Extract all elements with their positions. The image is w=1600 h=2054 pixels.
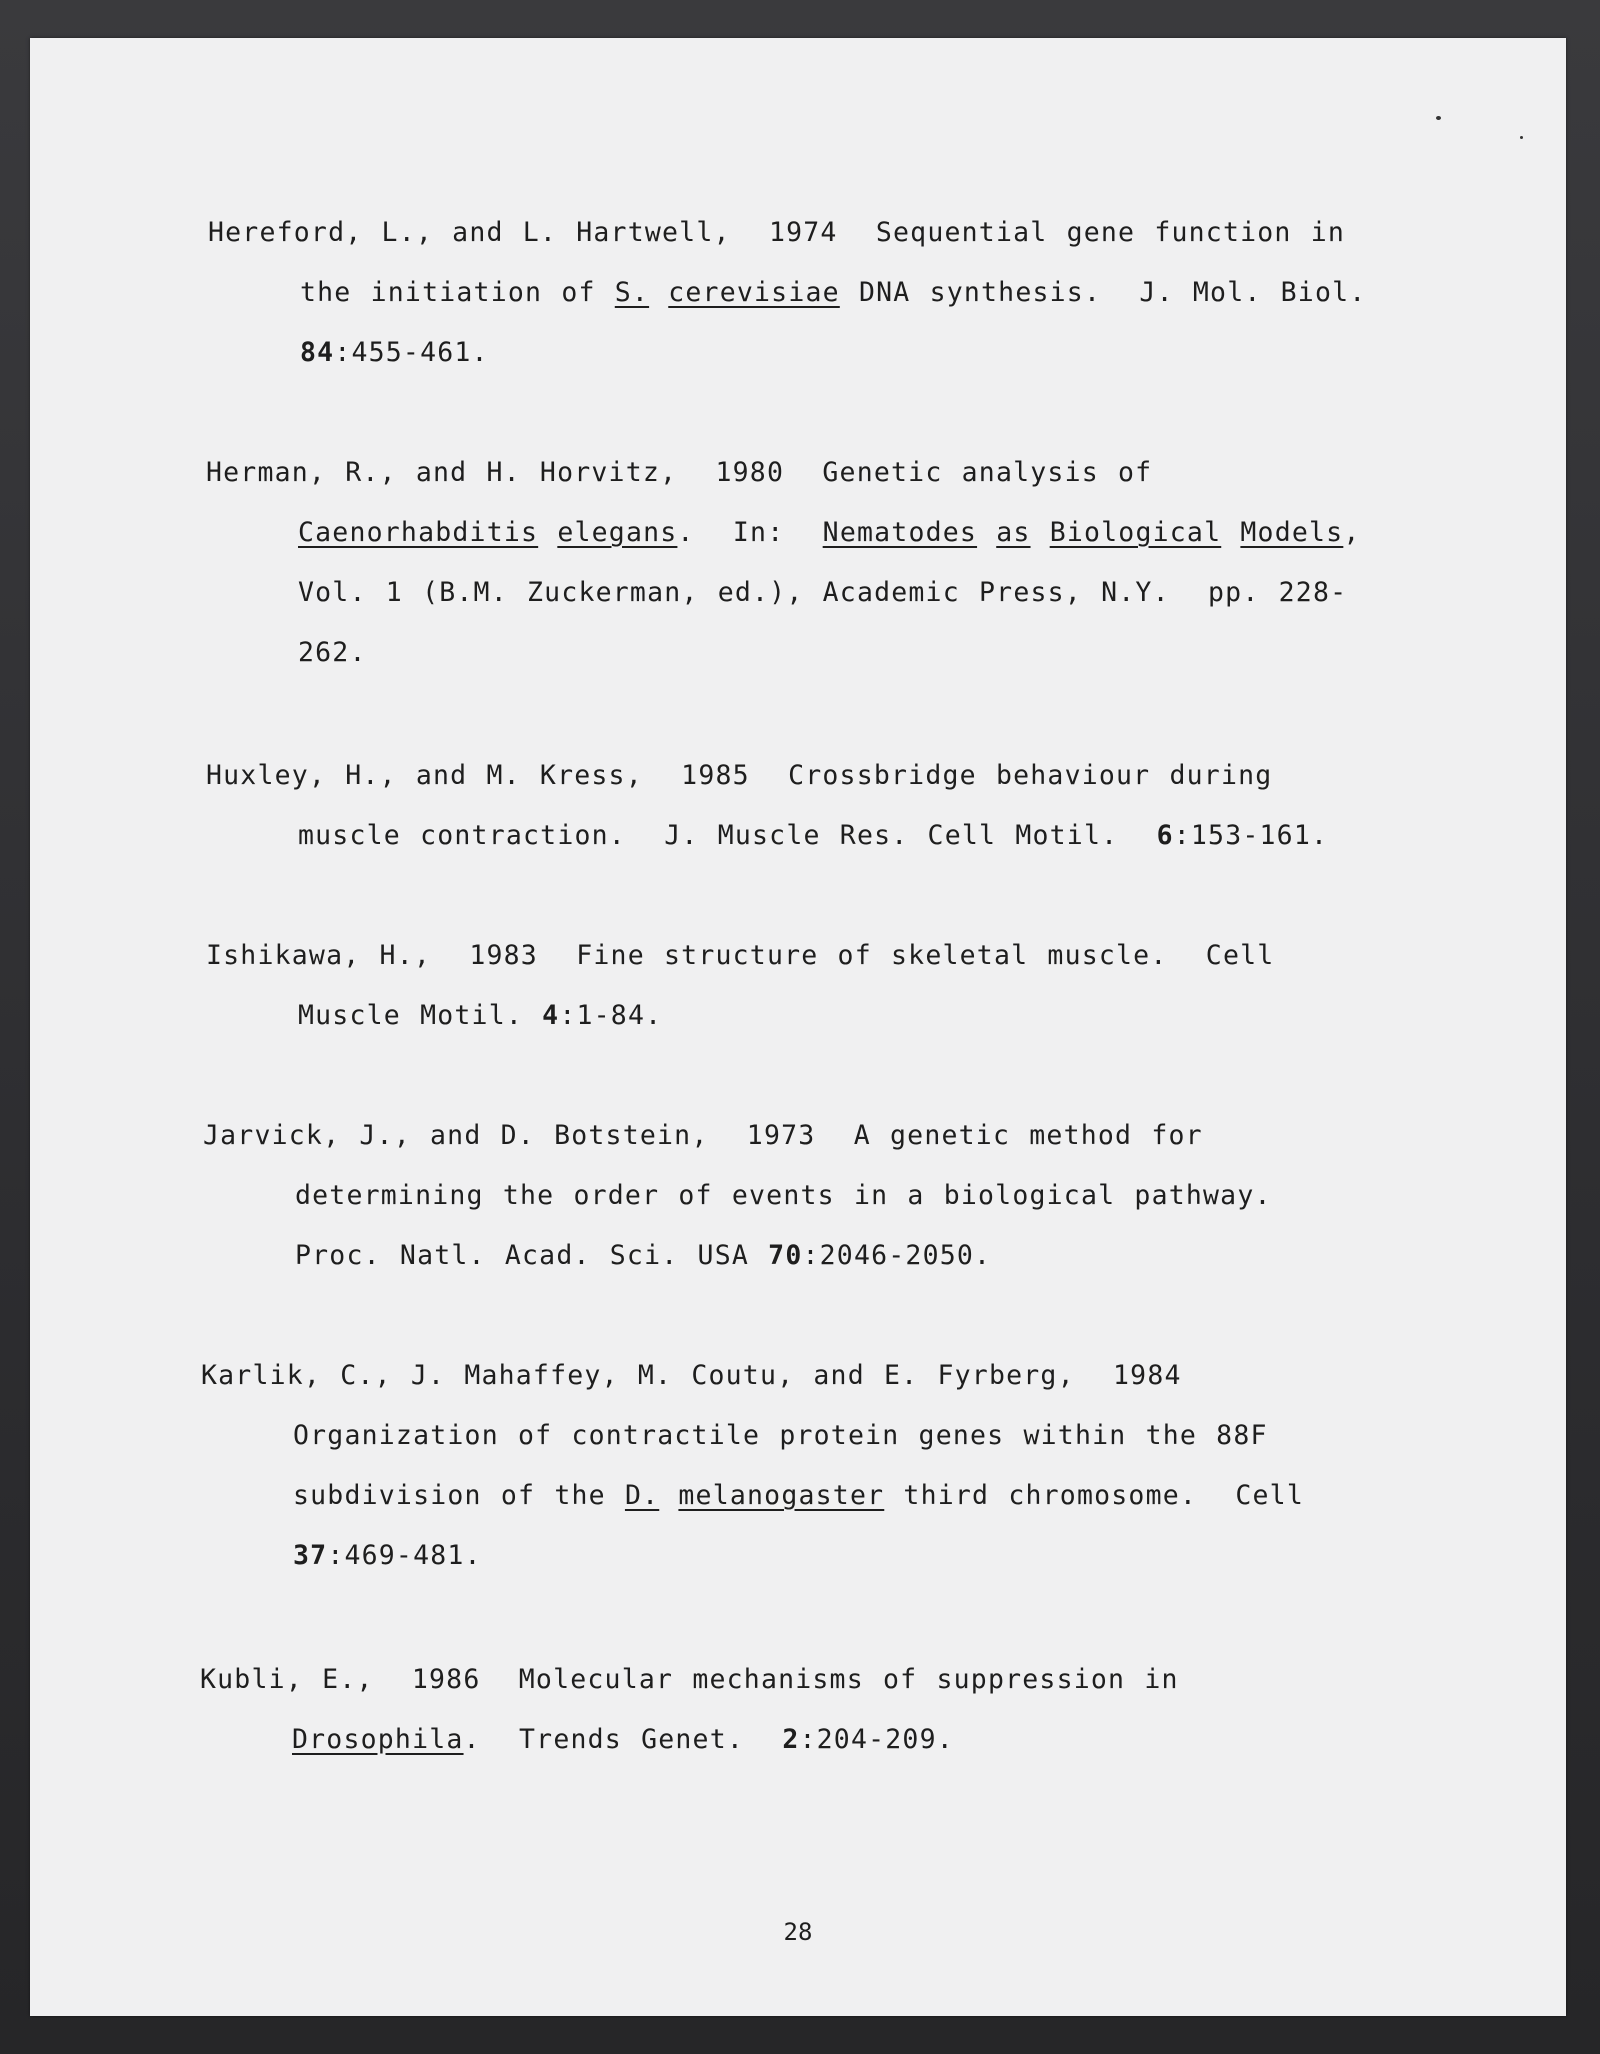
reference-text: Ishikawa, H., 1983 Fine structure of skeletal muscle. Cell: [206, 940, 1275, 971]
underlined-text: S.: [614, 277, 650, 308]
reference-line: [206, 503, 1360, 563]
reference-line: [200, 1650, 1179, 1710]
volume-number: 37: [293, 1540, 328, 1571]
reference-line: [206, 806, 1328, 866]
reference-text: Karlik, C., J. Mahaffey, M. Coutu, and E. Fyrberg, 1984: [201, 1360, 1182, 1391]
page-number: 28: [783, 1918, 813, 1946]
reference-entry: [206, 926, 1274, 1046]
underlined-text: elegans: [557, 517, 678, 548]
reference-text: [649, 277, 668, 308]
reference-text: Muscle Motil.: [298, 1000, 543, 1031]
reference-line: [208, 263, 1366, 323]
reference-text: [1221, 517, 1240, 548]
reference-text: Hereford, L., and L. Hartwell, 1974 Sequential gene function in: [208, 217, 1346, 248]
reference-line: [201, 1406, 1304, 1466]
underlined-text: cerevisiae: [668, 277, 840, 308]
reference-text: [977, 517, 996, 548]
reference-text: the initiation of: [300, 277, 615, 308]
reference-text: [538, 517, 557, 548]
reference-line: [203, 1106, 1272, 1166]
reference-entry: [206, 746, 1328, 866]
reference-entry: [200, 1650, 1179, 1770]
reference-text: 262.: [298, 637, 367, 668]
reference-text: Vol. 1 (B.M. Zuckerman, ed.), Academic Press, N.Y. pp. 228-: [298, 577, 1348, 608]
reference-entry: [208, 203, 1366, 383]
reference-text: [1031, 517, 1050, 548]
reference-line: [201, 1346, 1304, 1406]
underlined-text: Caenorhabditis: [298, 517, 539, 548]
volume-number: 70: [768, 1240, 803, 1271]
reference-entry: [201, 1346, 1304, 1586]
paper-speck: [1520, 136, 1523, 139]
reference-text: :455-461.: [334, 337, 489, 368]
paper-speck: [1436, 116, 1441, 120]
reference-text: :204-209.: [799, 1724, 954, 1755]
reference-text: DNA synthesis. J. Mol. Biol.: [839, 277, 1367, 308]
reference-text: ,: [1343, 517, 1361, 548]
underlined-text: Biological: [1049, 517, 1222, 548]
reference-line: [201, 1466, 1304, 1526]
reference-line: [203, 1226, 1272, 1286]
reference-text: Proc. Natl. Acad. Sci. USA: [295, 1240, 769, 1271]
reference-text: :2046-2050.: [802, 1240, 992, 1271]
reference-line: [206, 443, 1360, 503]
reference-text: Kubli, E., 1986 Molecular mechanisms of suppression in: [200, 1664, 1179, 1695]
reference-entry: [206, 443, 1360, 683]
reference-text: :153-161.: [1173, 820, 1329, 851]
reference-text: :1-84.: [559, 1000, 663, 1031]
document-page: [30, 38, 1566, 2016]
reference-text: third chromosome. Cell: [884, 1480, 1304, 1511]
volume-number: 4: [542, 1000, 560, 1031]
reference-text: Jarvick, J., and D. Botstein, 1973 A genetic method for: [203, 1120, 1203, 1151]
reference-line: [208, 323, 1366, 383]
reference-text: . In:: [677, 517, 823, 548]
reference-text: determining the order of events in a biological pathway.: [295, 1180, 1272, 1211]
volume-number: 6: [1156, 820, 1174, 851]
reference-line: [200, 1710, 1179, 1770]
underlined-text: as: [996, 517, 1031, 548]
reference-text: Huxley, H., and M. Kress, 1985 Crossbridge behaviour during: [206, 760, 1273, 791]
reference-line: [206, 563, 1360, 623]
underlined-text: D.: [624, 1480, 660, 1511]
reference-line: [206, 623, 1360, 683]
volume-number: 2: [782, 1724, 800, 1755]
reference-line: [206, 926, 1274, 986]
reference-line: [208, 203, 1366, 263]
reference-text: Herman, R., and H. Horvitz, 1980 Genetic analysis of: [206, 457, 1153, 488]
reference-line: [206, 746, 1328, 806]
reference-line: [203, 1166, 1272, 1226]
reference-text: :469-481.: [327, 1540, 482, 1571]
underlined-text: Drosophila: [292, 1724, 464, 1755]
underlined-text: Nematodes: [822, 517, 978, 548]
reference-text: muscle contraction. J. Muscle Res. Cell Motil.: [298, 820, 1157, 851]
reference-text: subdivision of the: [293, 1480, 625, 1511]
reference-entry: [203, 1106, 1272, 1286]
volume-number: 84: [300, 337, 335, 368]
reference-text: [659, 1480, 678, 1511]
reference-line: [201, 1526, 1304, 1586]
underlined-text: Models: [1240, 517, 1344, 548]
reference-line: [206, 986, 1274, 1046]
reference-text: . Trends Genet.: [463, 1724, 783, 1755]
reference-text: Organization of contractile protein genes within the 88F: [293, 1420, 1268, 1451]
underlined-text: melanogaster: [678, 1480, 885, 1511]
